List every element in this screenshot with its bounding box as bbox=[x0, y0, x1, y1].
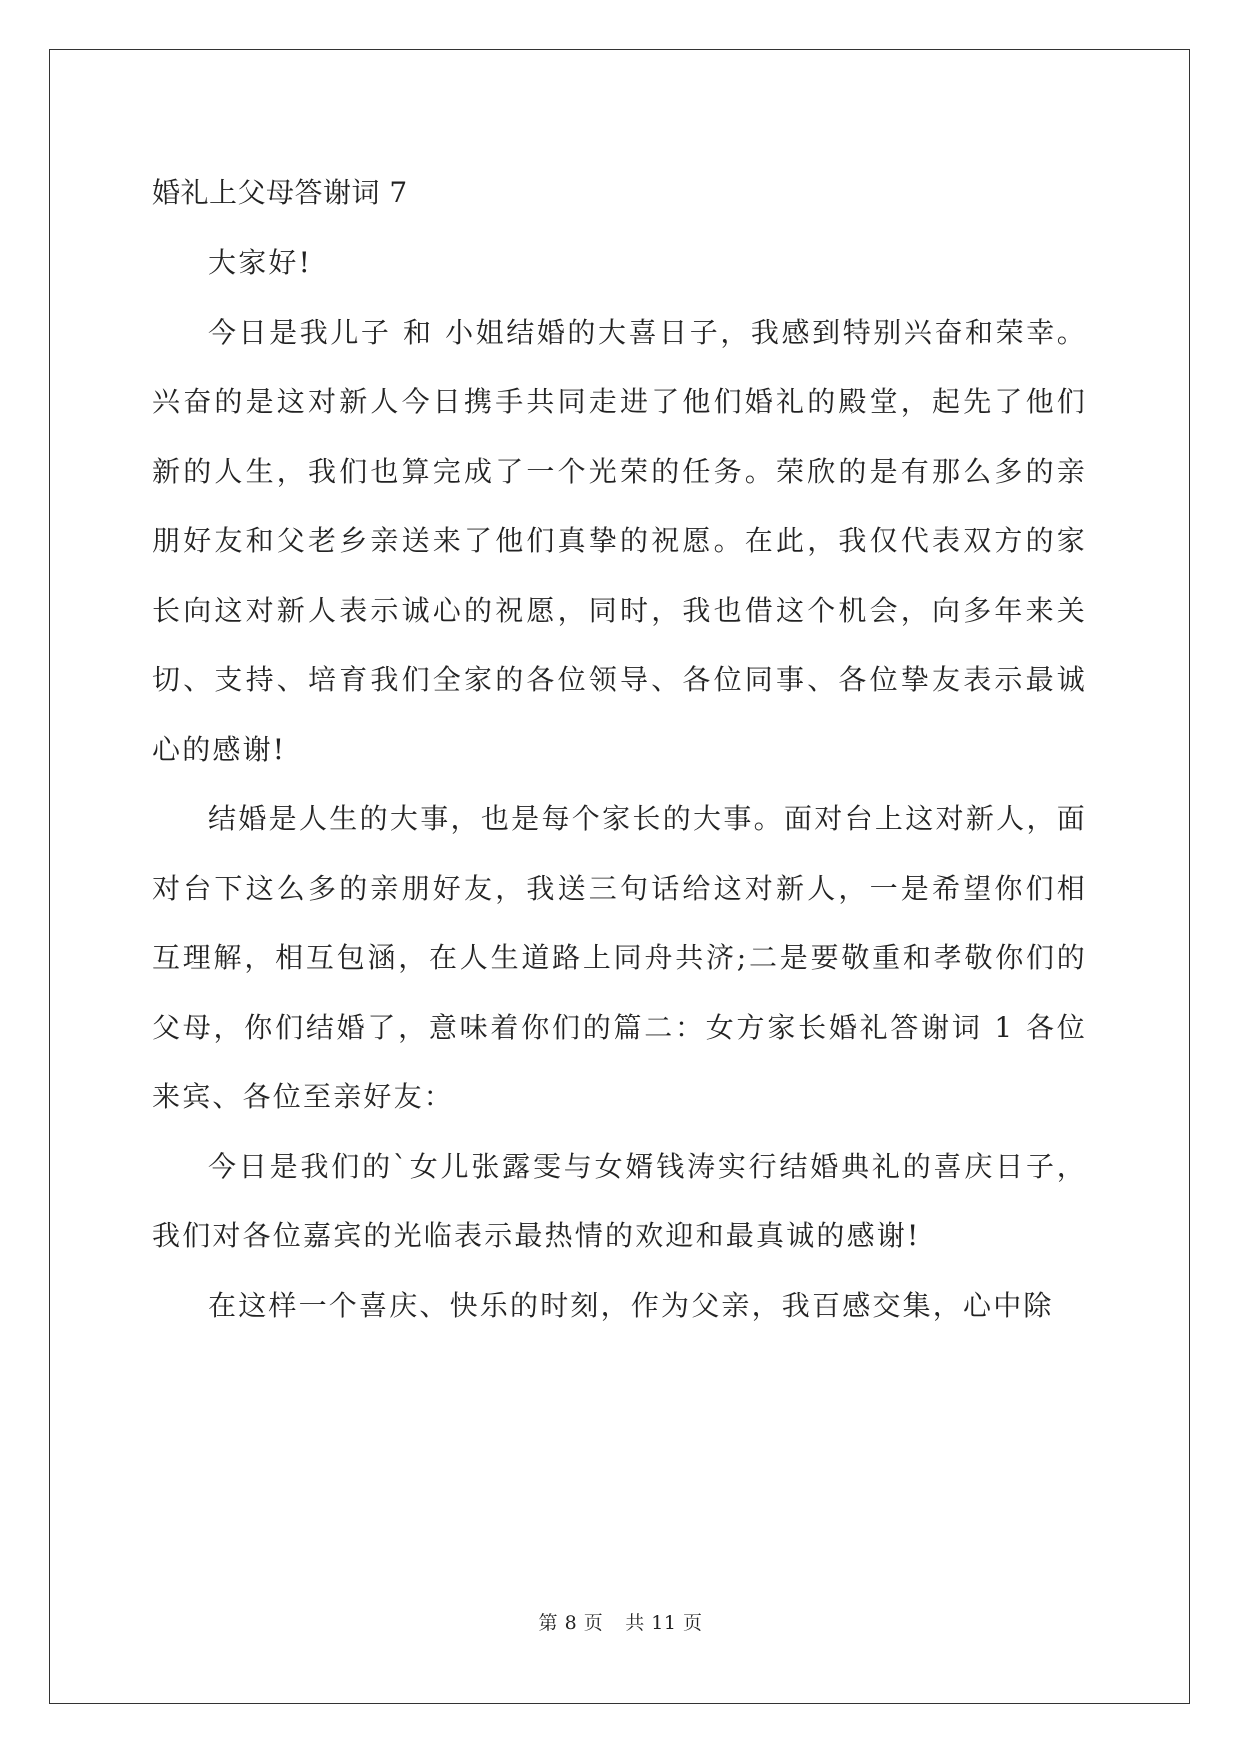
paragraph-3: 今日是我们的`女儿张露雯与女婿钱涛实行结婚典礼的喜庆日子，我们对各位嘉宾的光临表示最热情的欢迎和最真诚的感谢! bbox=[152, 1149, 1087, 1252]
paragraph-greeting: 大家好! bbox=[208, 246, 313, 279]
paragraph-4: 在这样一个喜庆、快乐的时刻，作为父亲，我百感交集，心中除 bbox=[208, 1288, 1054, 1322]
paragraph-2: 结婚是人生的大事，也是每个家长的大事。面对台上这对新人，面对台下这么多的亲朋好友，我送三句话给这对新人，一是希望你们相互理解，相互包涵，在人生道路上同舟共济;二是要敬重和孝敬你们的父母，你们结婚了，意味着你们的篇二：女方家长婚礼答谢词 1 各位来宾、各位至亲好友： bbox=[152, 802, 1087, 1113]
document-title: 婚礼上父母答谢词 7 bbox=[152, 176, 408, 209]
total-pages-label: 共 11 页 bbox=[625, 1612, 703, 1634]
paragraph-1: 今日是我儿子 和 小姐结婚的大喜日子，我感到特别兴奋和荣幸。兴奋的是这对新人今日携手共同走进了他们婚礼的殿堂，起先了他们新的人生，我们也算完成了一个光荣的任务。荣欣的是有那么多的亲朋好友和父老乡亲送来了他们真挚的祝愿。在此，我仅代表双方的家长向这对新人表示诚心的祝愿，同时，我也借这个机会，向多年来关切、支持、培育我们全家的各位领导、各位同事、各位挚友表示最诚心的感谢! bbox=[152, 315, 1087, 766]
document-body bbox=[152, 158, 1087, 1340]
page-footer bbox=[0, 1608, 1241, 1635]
current-page-label: 第 8 页 bbox=[538, 1612, 604, 1634]
